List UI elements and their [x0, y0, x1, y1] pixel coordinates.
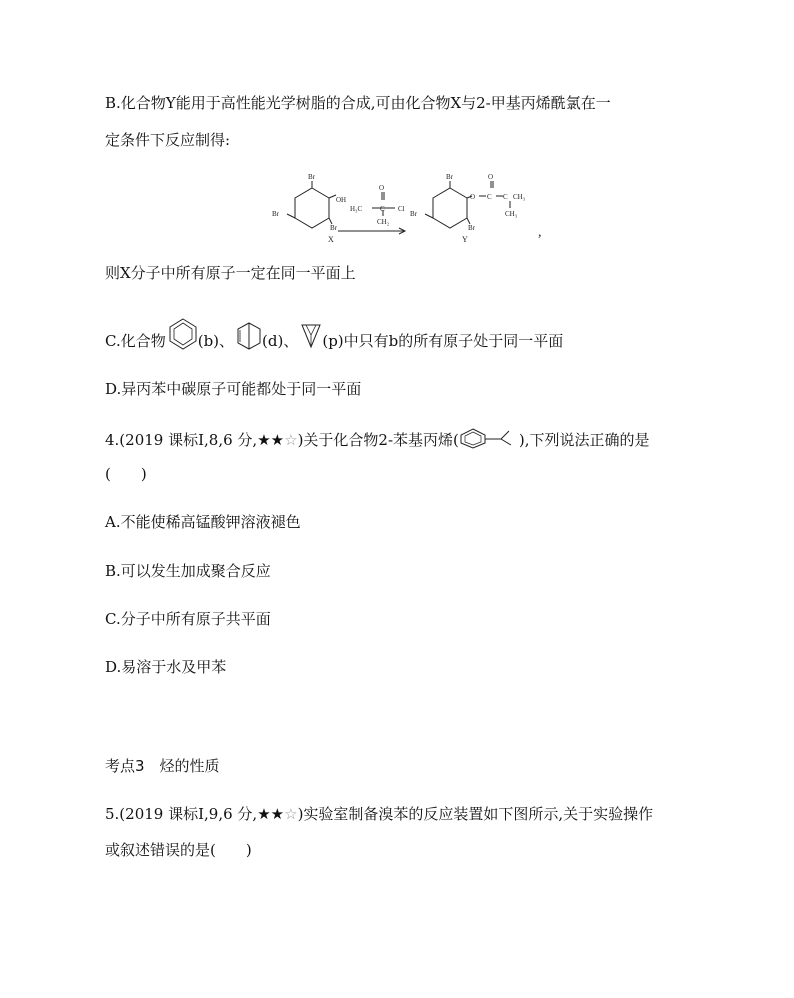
y-c: C	[487, 193, 492, 201]
q4-stem-mid: )关于化合物2-苯基丙烯(	[297, 431, 459, 449]
y-label: Y	[462, 235, 468, 244]
y-ch3-bottom: CH₃	[505, 210, 518, 218]
prismane-p-structure	[300, 321, 322, 351]
q4-stem-suffix: ),下列说法正确的是	[518, 431, 650, 449]
x-label: X	[328, 235, 334, 244]
q3-option-b-line2: 定条件下反应制得:	[105, 131, 231, 149]
x-br-right: Br	[330, 224, 337, 232]
x-oh: OH	[336, 196, 347, 204]
dewar-benzene-d-structure	[236, 321, 262, 351]
q4-difficulty-faint-star: ☆	[284, 431, 298, 449]
y-o: O	[470, 193, 476, 201]
q4-stem	[105, 430, 650, 450]
q4-option-d: D.易溶于水及甲苯	[105, 658, 227, 676]
reagent-c: C	[380, 205, 385, 213]
x-br-left: Br	[272, 210, 279, 218]
q5-stem-line2: 或叙述错误的是( )	[105, 841, 252, 859]
q3-c-p: (p)	[322, 332, 344, 350]
benzene-b-structure	[168, 317, 198, 351]
q5-difficulty-faint-star: ☆	[284, 805, 298, 823]
q4-answer-paren: ( )	[105, 465, 147, 483]
reagent-ch2: CH₂	[377, 218, 390, 226]
q3-option-c	[105, 331, 563, 351]
x-benzene-ring	[295, 188, 329, 228]
reagent-cl: Cl	[398, 205, 405, 213]
y-br-left: Br	[410, 210, 417, 218]
y-o-top: O	[488, 173, 494, 181]
q4-option-a: A.不能使稀高锰酸钾溶液褪色	[105, 513, 301, 531]
reaction-scheme	[0, 168, 794, 258]
q3-c-prefix: C.化合物	[105, 332, 166, 350]
scheme-comma: ,	[538, 225, 542, 240]
reagent-o: O	[379, 184, 385, 192]
q5-stem-suffix: )实验室制备溴苯的反应装置如下图所示,关于实验操作	[297, 805, 654, 823]
q4-option-b: B.可以发生加成聚合反应	[105, 562, 271, 580]
q5-difficulty-stars: ★★	[257, 805, 285, 823]
y-br-top: Br	[446, 173, 453, 181]
2-phenylpropene-structure	[459, 427, 519, 449]
y-benzene-ring	[433, 188, 467, 228]
q4-stem-prefix: 4.(2019 课标Ⅰ,8,6 分,	[105, 431, 258, 449]
q5-stem-prefix: 5.(2019 课标Ⅰ,9,6 分,	[105, 805, 258, 823]
q4-difficulty-stars: ★★	[257, 431, 285, 449]
q5-stem	[105, 804, 653, 824]
q4-option-c: C.分子中所有原子共平面	[105, 610, 271, 628]
section-heading: 考点3 烃的性质	[105, 757, 220, 775]
y-c2: C	[503, 193, 508, 201]
q3-c-suffix: 中只有b的所有原子处于同一平面	[343, 332, 564, 350]
q3-option-b-line1: B.化合物Y能用于高性能光学树脂的合成,可由化合物X与2-甲基丙烯酰氯在一	[105, 94, 611, 112]
q3-c-d: (d)、	[262, 332, 299, 350]
x-br-top: Br	[308, 173, 315, 181]
y-br-right: Br	[468, 224, 475, 232]
q3-option-d: D.异丙苯中碳原子可能都处于同一平面	[105, 380, 362, 398]
q3-option-b-line3: 则X分子中所有原子一定在同一平面上	[105, 264, 356, 282]
reagent-h3c: H₃C	[350, 205, 363, 213]
q3-c-b: (b)、	[197, 332, 235, 350]
y-ch3-right: CH₃	[513, 193, 526, 201]
